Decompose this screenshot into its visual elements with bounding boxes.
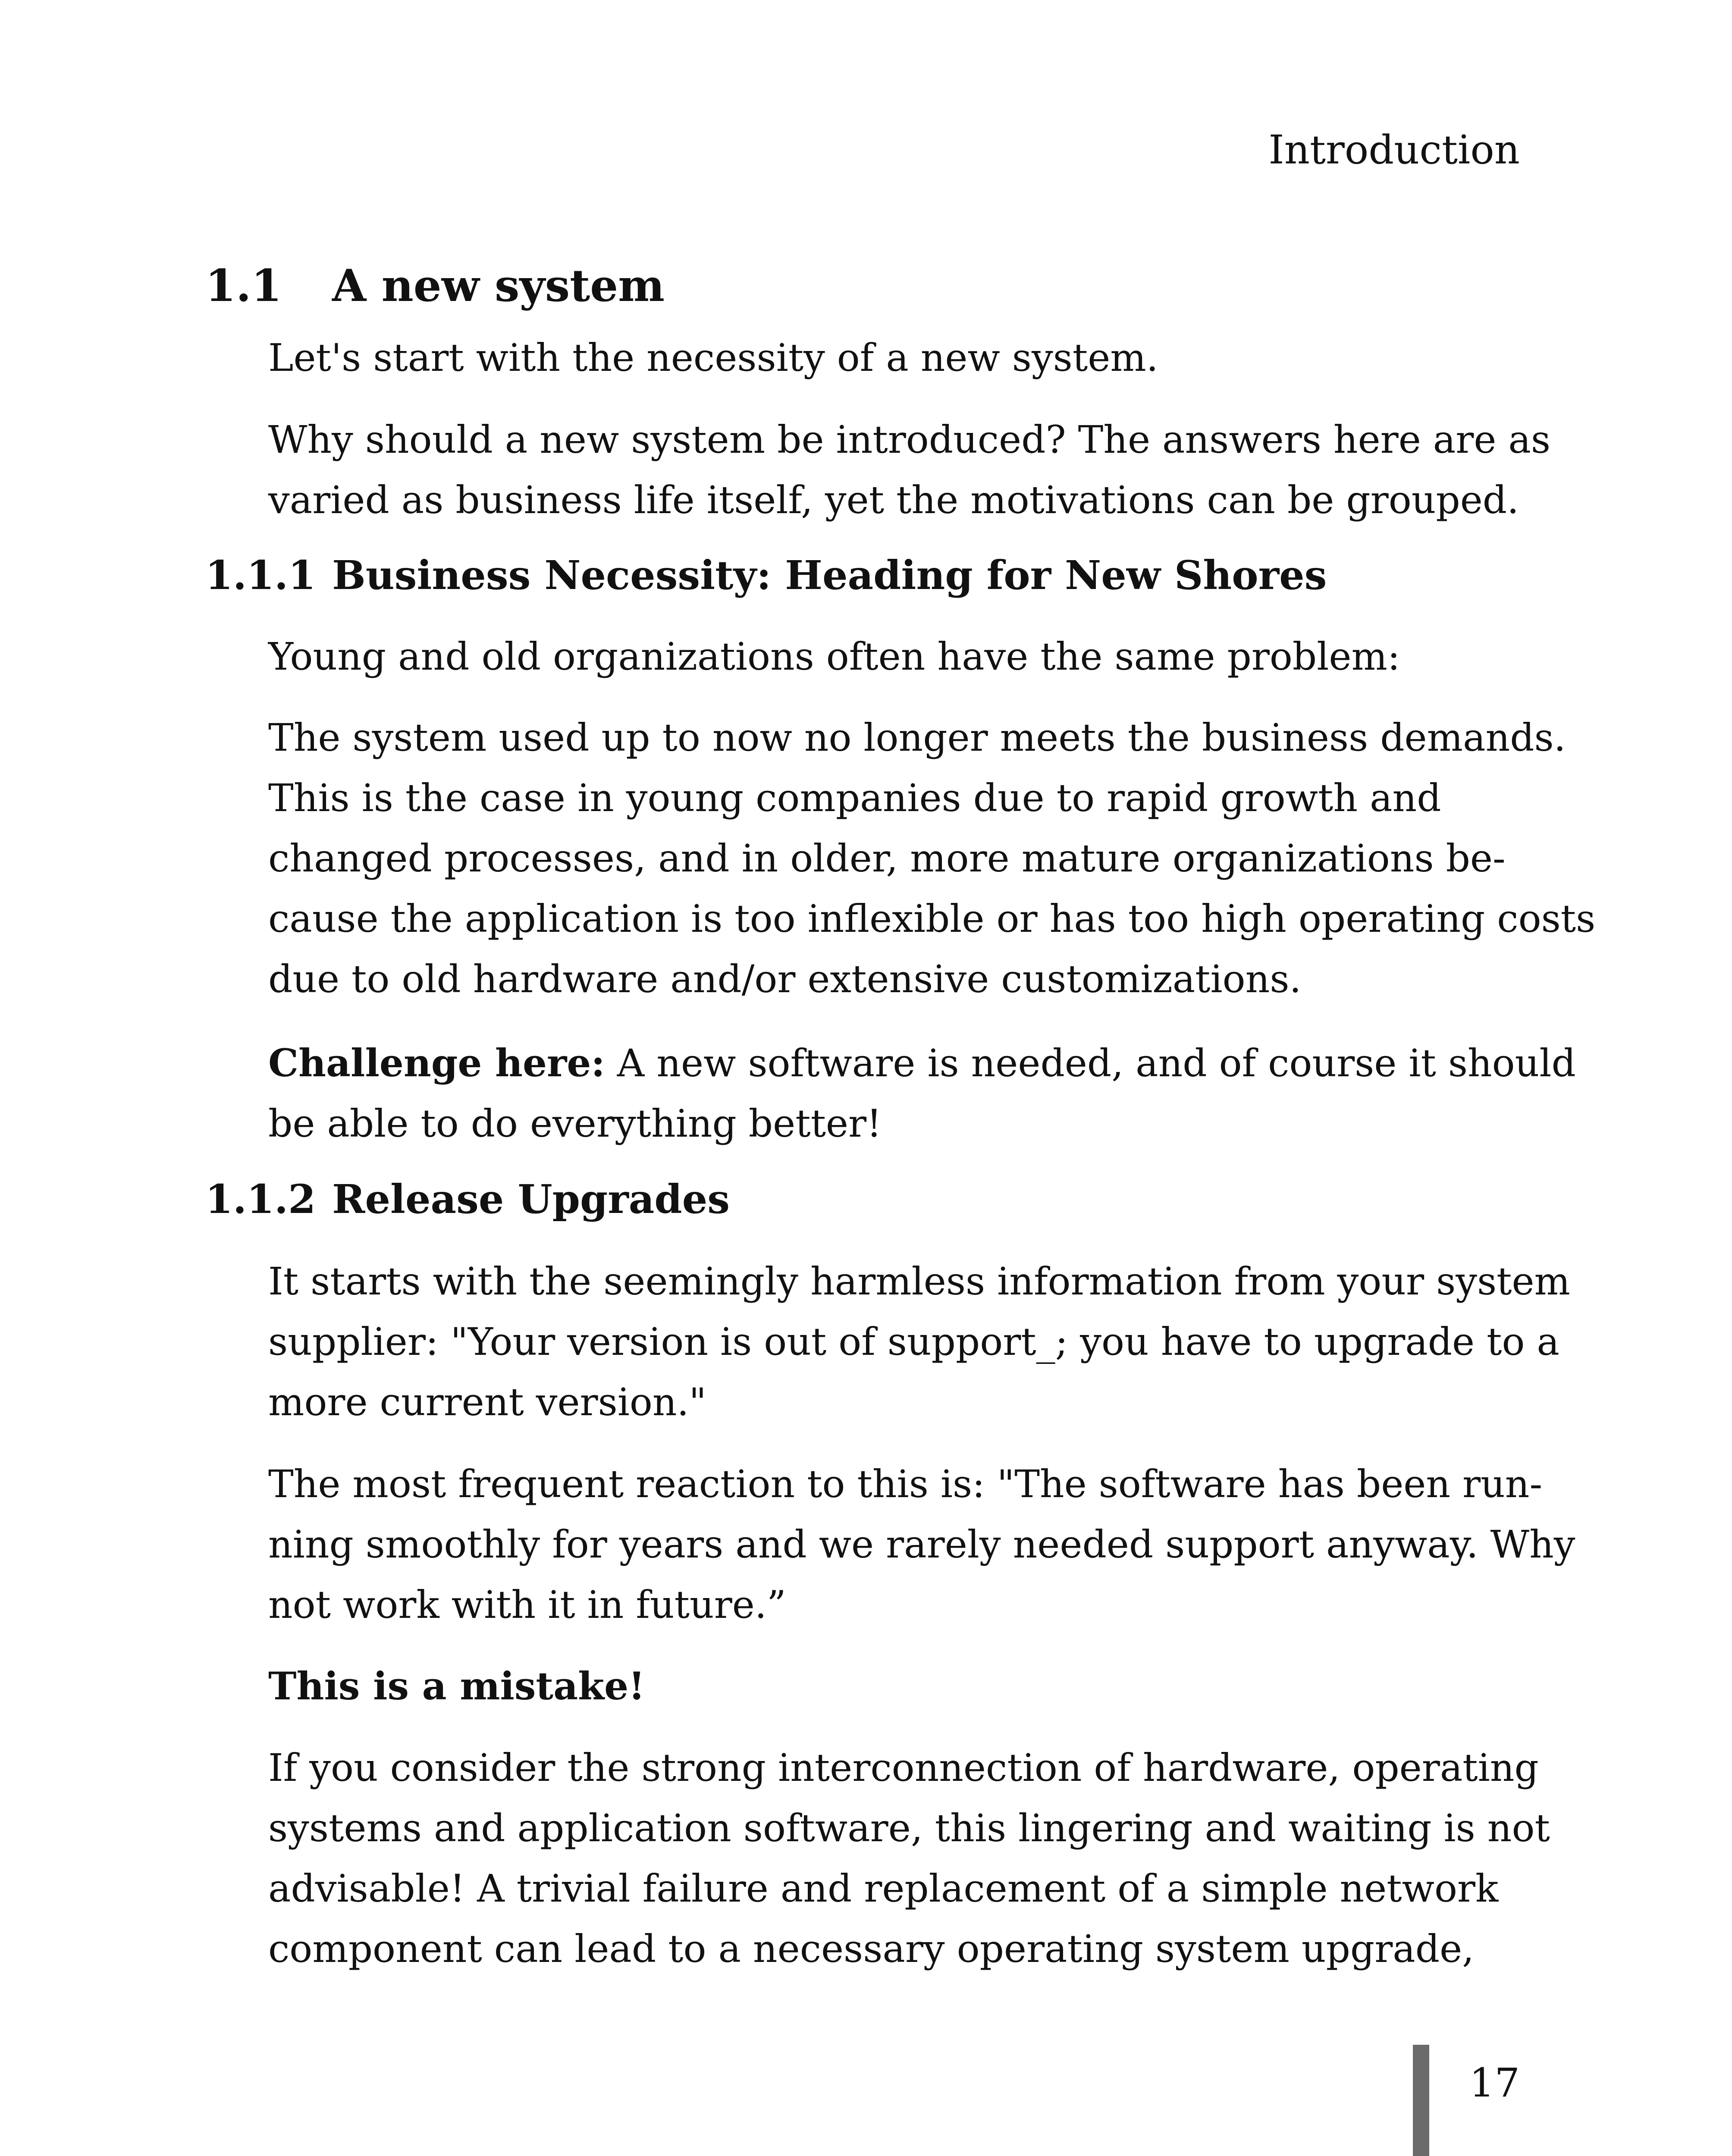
section-number: 1.1.2 [205, 1176, 316, 1222]
text-line: Let's start with the necessity of a new system. [268, 335, 1158, 380]
section-heading-1-1-1 [205, 552, 1327, 599]
text-line: systems and application software, this lingering and waiting is not [268, 1806, 1550, 1850]
challenge-paragraph [268, 1033, 1576, 1154]
text-line: Why should a new system be introduced? The answers here are as [268, 417, 1551, 462]
paragraph [268, 328, 1528, 388]
text-line: changed processes, and in older, more mature organizations be- [268, 836, 1506, 881]
paragraph [268, 1454, 1575, 1635]
text-line: due to old hardware and/or extensive customizations. [268, 957, 1302, 1001]
challenge-label: Challenge here: [268, 1040, 605, 1085]
section-title: Release Upgrades [332, 1176, 730, 1222]
paragraph [268, 708, 1596, 1009]
text-line: The most frequent reaction to this is: "The software has been run- [268, 1462, 1543, 1506]
text-line: If you consider the strong interconnection of hardware, operating [268, 1745, 1539, 1790]
text-line: be able to do everything better! [268, 1101, 882, 1146]
section-heading-1-1 [205, 260, 665, 312]
text-line: Young and old organizations often have the same problem: [268, 634, 1400, 679]
text-line: advisable! A trivial failure and replacement of a simple network [268, 1866, 1499, 1911]
text-line: component can lead to a necessary operating system upgrade, [268, 1927, 1475, 1971]
text-line: A new software is needed, and of course it should [605, 1041, 1576, 1085]
text-line: supplier: "Your version is out of support_; you have to upgrade to a [268, 1319, 1559, 1364]
running-header: Introduction [1268, 127, 1520, 173]
text-line: This is the case in young companies due to rapid growth and [268, 776, 1441, 820]
section-heading-1-1-2 [205, 1176, 730, 1222]
section-title: A new system [332, 260, 665, 312]
text-line: varied as business life itself, yet the motivations can be grouped. [268, 478, 1519, 522]
paragraph [268, 627, 1528, 687]
section-number: 1.1 [205, 260, 282, 312]
text-line: It starts with the seemingly harmless information from your system [268, 1259, 1570, 1304]
text-line: not work with it in future.” [268, 1583, 786, 1627]
emphasis-line: This is a mistake! [268, 1664, 645, 1708]
page-marker-bar [1413, 2045, 1429, 2156]
paragraph [268, 1738, 1550, 1979]
paragraph [268, 410, 1551, 530]
text-line: cause the application is too inflexible or has too high operating costs [268, 896, 1596, 941]
section-title: Business Necessity: Heading for New Shores [332, 552, 1327, 599]
text-line: more current version." [268, 1380, 706, 1424]
page-number: 17 [1469, 2060, 1520, 2106]
text-line: The system used up to now no longer meets the business demands. [268, 715, 1566, 760]
section-number: 1.1.1 [205, 552, 316, 599]
text-line: ning smoothly for years and we rarely needed support anyway. Why [268, 1522, 1575, 1567]
paragraph [268, 1251, 1570, 1432]
